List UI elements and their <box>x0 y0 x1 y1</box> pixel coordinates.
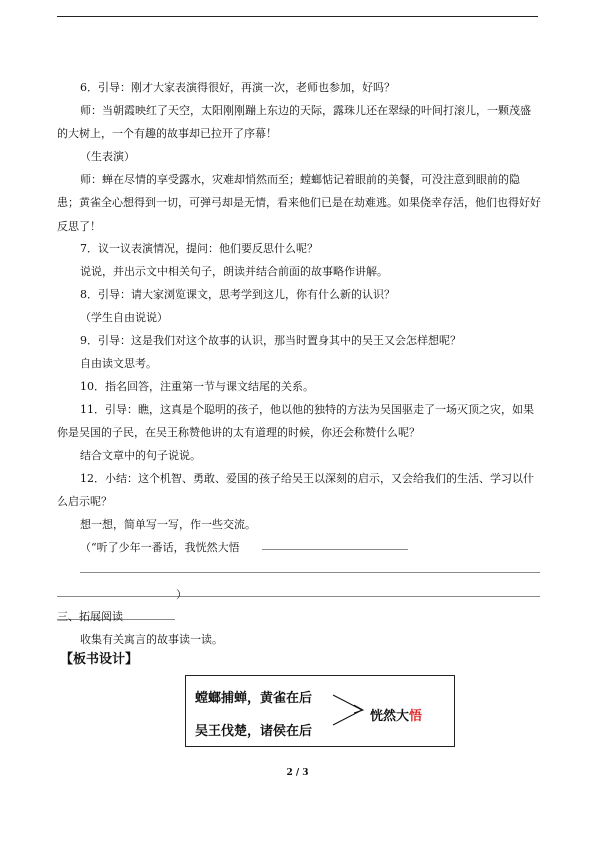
paragraph-6: 6．引导：刚才大家表演得很好，再演一次，老师也参加，好吗？ <box>80 81 395 94</box>
paragraph-student-act: （生表演） <box>80 150 135 163</box>
fill-in-line <box>80 572 540 573</box>
fill-in-line <box>57 596 540 597</box>
paragraph-9: 9．引导：这是我们对这个故事的认识，那当时置身其中的吴王又会怎样想呢？ <box>80 334 461 347</box>
paragraph-teacher-1: 师：当朝霞映红了天空，太阳刚刚蹦上东边的天际，露珠儿还在翠绿的叶间打滚儿，一颗茂盛的大树上，一个有趣的故事却已拉开了序幕！ <box>57 104 531 141</box>
board-design-box <box>185 675 455 747</box>
section-3-title: 三、拓展阅读 <box>57 610 123 623</box>
converging-arrows-icon <box>332 690 366 730</box>
paragraph-11-detail: 结合文章中的句子说说。 <box>80 449 201 462</box>
paragraph-8-detail: （学生自由说说） <box>80 311 168 324</box>
board-result: 恍然大悟 <box>370 709 423 724</box>
board-line-1: 螳螂捕蝉，黄雀在后 <box>195 691 313 706</box>
paragraph-9-detail: 自由读文思考。 <box>80 357 157 370</box>
paragraph-7-detail: 说说，并出示文中相关句子，朗读并结合前面的故事略作讲解。 <box>80 265 388 278</box>
paragraph-12: 12．小结：这个机智、勇敢、爱国的孩子给吴王以深刻的启示，又会给我们的生活、学习以什么启示呢？ <box>57 472 534 509</box>
fill-in-prompt: （“听了少年一番话，我恍然大悟 <box>80 541 240 554</box>
paragraph-7: 7．议一议表演情况，提问：他们要反思什么呢？ <box>80 242 318 255</box>
paragraph-8: 8．引导：请大家浏览课文，思考学到这儿，你有什么新的认识？ <box>80 288 395 301</box>
board-line-2: 吴王伐楚，诸侯在后 <box>195 724 313 739</box>
paragraph-10: 10．指名回答，注重第一节与课文结尾的关系。 <box>80 380 314 393</box>
highlighted-character: 悟 <box>409 709 423 724</box>
board-design-heading: 【板书设计】 <box>60 652 139 667</box>
closing-parenthesis: ） <box>176 588 187 601</box>
paragraph-12-detail: 想一想，简单写一写，作一些交流。 <box>80 518 256 531</box>
paragraph-teacher-2: 师：蝉在尽情的享受露水，灾难却悄然而至；螳螂惦记着眼前的美餐，可没注意到眼前的隐患；黄雀全心想得到一切，可弹弓却是无情，看来他们已是在劫难逃。如果侥幸存活，他们也得好好反思了！ <box>57 173 541 233</box>
paragraph-11: 11．引导：瞧，这真是个聪明的孩子，他以他的独特的方法为吴国驱走了一场灭顶之灾，如果你是吴国的子民，在吴王称赞他讲的太有道理的时候，你还会称赞什么呢？ <box>57 403 534 440</box>
fill-in-line <box>262 549 408 550</box>
page-number: 2 / 3 <box>286 768 309 778</box>
header-rule <box>57 16 538 17</box>
section-3-text: 收集有关寓言的故事读一读。 <box>80 633 223 646</box>
